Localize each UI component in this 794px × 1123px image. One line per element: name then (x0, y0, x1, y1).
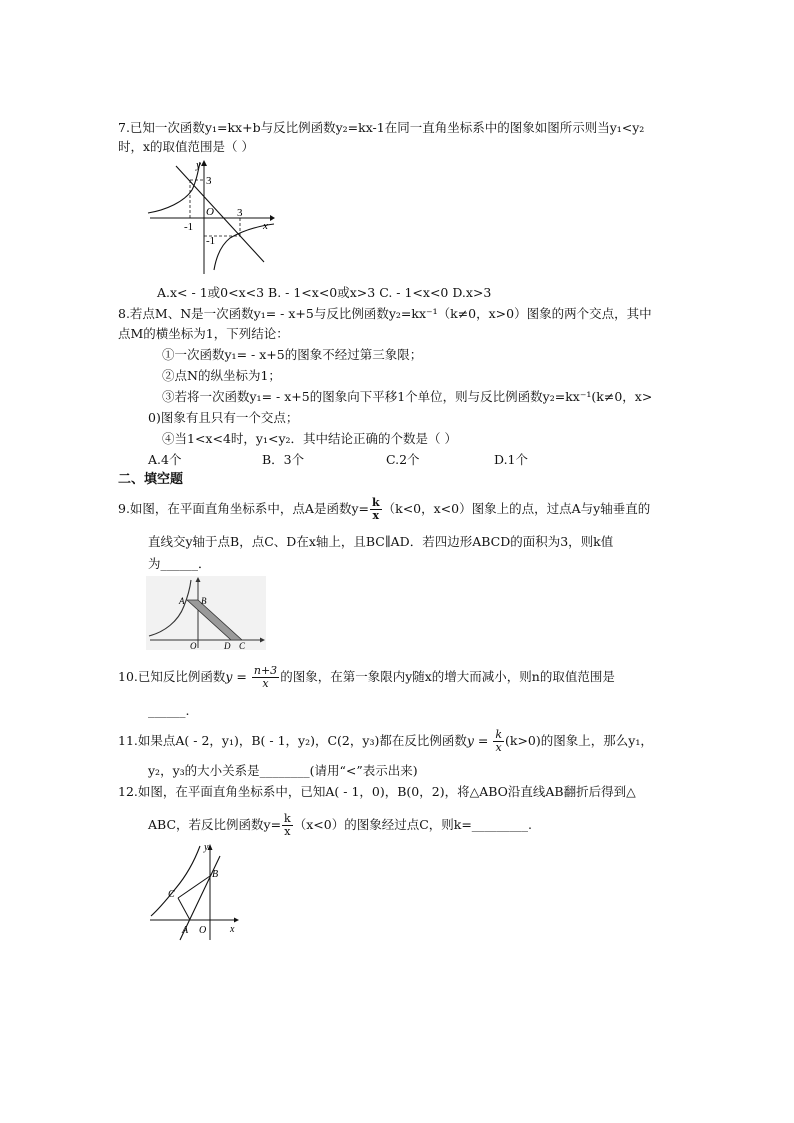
q7-options: A.x< - 1或0<x<3 B. - 1<x<0或x>3 C. - 1<x<0 D.x>3 (157, 285, 492, 300)
q9-fig-b: B (201, 596, 207, 606)
q7-line2: 时，x的取值范围是（ ） (118, 139, 255, 154)
q8-option-c: C.2个 (386, 452, 420, 467)
q9-line2: 直线交y轴于点B，点C、D在x轴上，且BC∥AD．若四边形ABCD的面积为3，则k值 (148, 534, 614, 549)
q7-fig-y-label: y (196, 159, 201, 171)
q12-fraction (282, 813, 293, 838)
q9-fig-d: D (224, 641, 231, 650)
q12-frac-num: k (284, 812, 291, 825)
q8-conclusion-2: ②点N的纵坐标为1； (162, 368, 281, 383)
q11-line1 (118, 726, 653, 756)
q12-frac-den: x (284, 825, 291, 838)
q8-conclusion-3b: 0)图象有且只有一个交点； (148, 410, 299, 425)
q9-figure (146, 576, 266, 650)
q12-line1: 12.如图，在平面直角坐标系中，已知A( - 1，0)，B(0，2)，将△ABO沿直线AB翻折后得到△ (118, 784, 636, 799)
q12-post: （x<0）的图象经过点C，则k=_________. (293, 817, 533, 832)
q10-pre: 10.已知反比例函数 (118, 669, 226, 684)
q11-post: (k>0)的图象上，那么y₁， (505, 733, 653, 748)
q10-line2: ______. (148, 703, 190, 718)
q9-fig-c: C (239, 641, 246, 650)
q12-fig-b: B (212, 869, 219, 880)
q7-figure (146, 158, 276, 276)
q10-eq: = (232, 669, 251, 684)
q8-conclusion-1: ①一次函数y₁= - x+5的图象不经过第三象限； (162, 347, 423, 362)
q12-fig-c: C (168, 889, 175, 900)
q9-fig-a: A (179, 596, 185, 606)
q9-pre: 9.如图，在平面直角坐标系中，点A是函数y= (118, 501, 369, 516)
q8-option-d: D.1个 (494, 452, 529, 467)
q11-frac-num: k (495, 728, 502, 741)
q10-y: y (225, 669, 233, 684)
q7-fig-tick-3x: 3 (237, 207, 243, 219)
q12-pre: ABC，若反比例函数y= (148, 817, 282, 832)
q10-frac-den: x (262, 677, 269, 690)
q12-figure (146, 842, 242, 944)
q9-fraction (370, 497, 382, 522)
q12-fig-y: y (204, 842, 209, 853)
q11-fraction (493, 729, 504, 754)
q10-post: 的图象，在第一象限内y随x的增大而减小，则n的取值范围是 (280, 669, 615, 684)
q8-option-a: A.4个 (148, 452, 182, 467)
q8-conclusion-4: ④当1<x<4时，y₁<y₂．其中结论正确的个数是（ ） (162, 431, 457, 446)
q8-line1: 8.若点M、N是一次函数y₁= - x+5与反比例函数y₂=kx⁻¹（k≠0，x>0）图象的两个交点，其中 (118, 306, 652, 321)
q8-line2: 点M的横坐标为1，下列结论： (118, 326, 289, 341)
q8-option-b: B．3个 (262, 452, 305, 467)
q12-fig-o: O (199, 925, 207, 936)
q7-fig-tick-3y: 3 (206, 175, 212, 187)
q7-fig-origin: O (206, 206, 214, 218)
q9-frac-den: x (372, 509, 380, 522)
q7-fig-tick-neg1x: -1 (184, 221, 194, 233)
q7-line1: 7.已知一次函数y₁=kx+b与反比例函数y₂=kx-1在同一直角坐标系中的图象如图所示则当y₁<y₂ (118, 120, 645, 135)
q12-line2 (148, 810, 532, 840)
q10-frac-num: n+3 (253, 664, 278, 677)
q10-fraction (252, 665, 279, 690)
q9-fig-o: O (190, 641, 197, 650)
q8-conclusion-3a: ③若将一次函数y₁= - x+5的图象向下平移1个单位，则与反比例函数y₂=kx⁻¹(k≠0，x> (162, 389, 653, 404)
section-title: 二、填空题 (118, 472, 184, 487)
q7-fig-x-label: x (263, 220, 268, 232)
q11-y: y (466, 733, 474, 748)
q7-fig-tick-neg1y: -1 (206, 235, 216, 247)
q9-post: （k<0，x<0）图象上的点，过点A与y轴垂直的 (382, 501, 651, 516)
q12-fig-x: x (230, 924, 235, 935)
q11-frac-den: x (495, 741, 502, 754)
q9-line1 (118, 494, 650, 524)
q10-line1 (118, 662, 615, 692)
q11-pre: 11.如果点A( - 2，y₁)，B( - 1，y₂)，C(2，y₃)都在反比例函数 (118, 733, 467, 748)
q9-frac-num: k (372, 496, 380, 509)
q12-fig-a: A (182, 925, 189, 936)
q11-line2: y₂，y₃的大小关系是________(请用“<”表示出来) (148, 763, 418, 778)
q11-eq: = (473, 733, 493, 748)
q9-line3: 为______． (148, 556, 211, 571)
